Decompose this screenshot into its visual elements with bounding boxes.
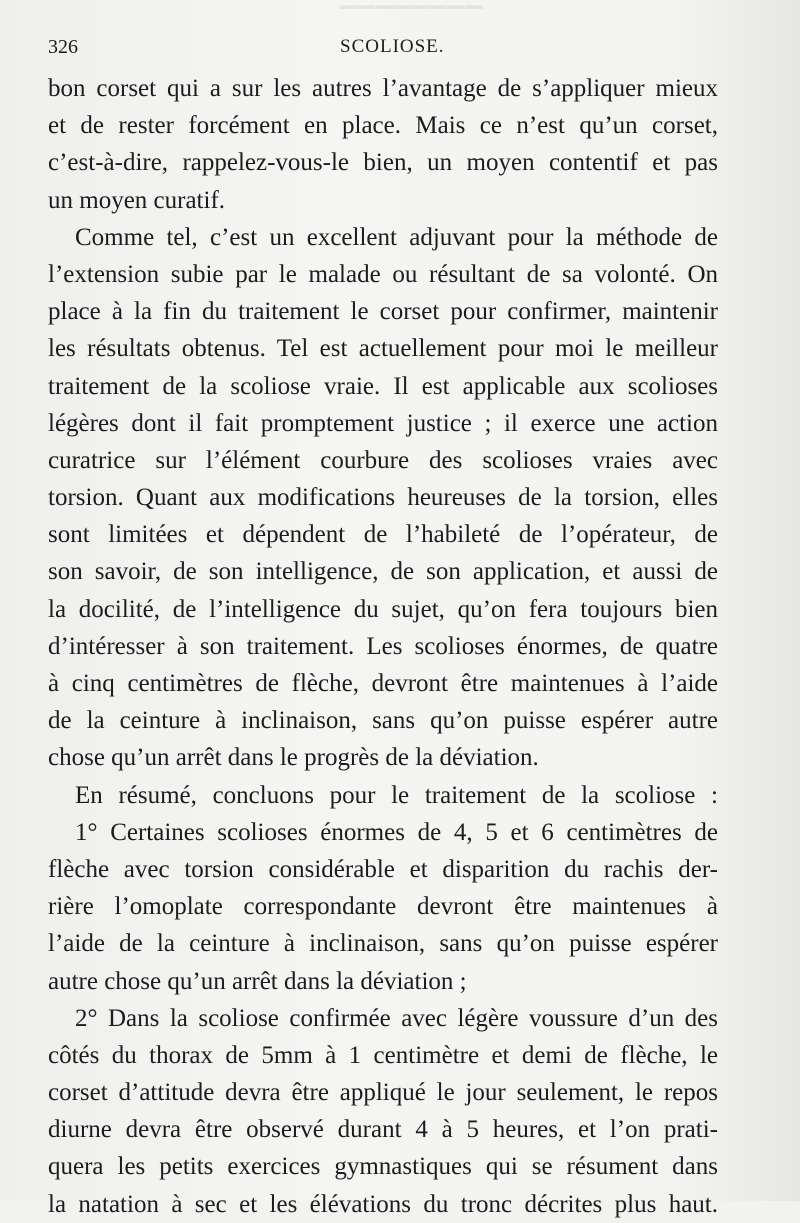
text-line: d’intéresser à son traitement. Les scolioses énormes, de quatre [48,632,718,660]
text-line: de la ceinture à inclinaison, sans qu’on puisse espérer autre [48,707,718,735]
text-line: traitement de la scoliose vraie. Il est applicable aux scolioses [48,372,718,400]
text-line: bon corset qui a sur les autres l’avantage de s’appliquer mieux [48,75,718,102]
text-line: légères dont il fait promptement justice ; il exerce une action [48,409,718,437]
text-line: c’est-à-dire, rappelez-vous-le bien, un moyen contentif et pas [48,149,718,177]
text-line: sont limitées et dépendent de l’habileté de l’opérateur, de [48,521,718,549]
text-line: un moyen curatif. [48,186,226,214]
text-line: l’extension subie par le malade ou résultant de sa volonté. On [48,260,718,288]
text-line: chose qu’un arrêt dans le progrès de la déviation. [48,744,539,772]
text-line: côtés du thorax de 5mm à 1 centimètre et demi de flèche, le [48,1041,718,1069]
running-title: SCOLIOSE. [340,36,445,57]
text-line: et de rester forcément en place. Mais ce n’est qu’un corset, [48,112,718,140]
text-line: son savoir, de son intelligence, de son application, et aussi de [48,558,718,586]
text-line: torsion. Quant aux modifications heureuses de la torsion, elles [48,484,718,512]
body-text [48,70,718,1223]
text-line: corset d’attitude devra être appliqué le jour seulement, le repos [48,1079,718,1107]
text-line: place à la fin du traitement le corset pour confirmer, maintenir [48,298,718,326]
text-line: les résultats obtenus. Tel est actuellement pour moi le meilleur [48,335,718,363]
text-line: la natation à sec et les élévations du tronc décrites plus haut. [48,1190,718,1218]
text-line: 1° Certaines scolioses énormes de 4, 5 et 6 centimètres de [75,818,718,846]
running-head [48,36,718,66]
text-line: diurne devra être observé durant 4 à 5 heures, et l’on prati- [48,1116,718,1144]
text-line: curatrice sur l’élément courbure des scolioses vraies avec [48,446,718,474]
page-number: 326 [48,36,78,58]
text-line: quera les petits exercices gymnastiques qui se résument dans [48,1153,718,1181]
text-line: rière l’omoplate correspondante devront être maintenues à [48,893,718,921]
text-line: flèche avec torsion considérable et disparition du rachis der- [48,855,718,883]
text-line: la docilité, de l’intelligence du sujet, qu’on fera toujours bien [48,595,718,623]
text-line: à cinq centimètres de flèche, devront être maintenues à l’aide [48,670,718,697]
text-line: l’aide de la ceinture à inclinaison, sans qu’on puisse espérer [48,930,718,958]
text-line: 2° Dans la scoliose confirmée avec légère voussure d’un des [75,1004,718,1032]
text-line: En résumé, concluons pour le traitement de la scoliose : [75,781,718,809]
text-line: Comme tel, c’est un excellent adjuvant pour la méthode de [75,223,718,251]
bleed-through-shadow: ▔▔▔▔▔▔▔▔ [340,6,484,31]
text-line: autre chose qu’un arrêt dans la déviation ; [48,967,467,995]
